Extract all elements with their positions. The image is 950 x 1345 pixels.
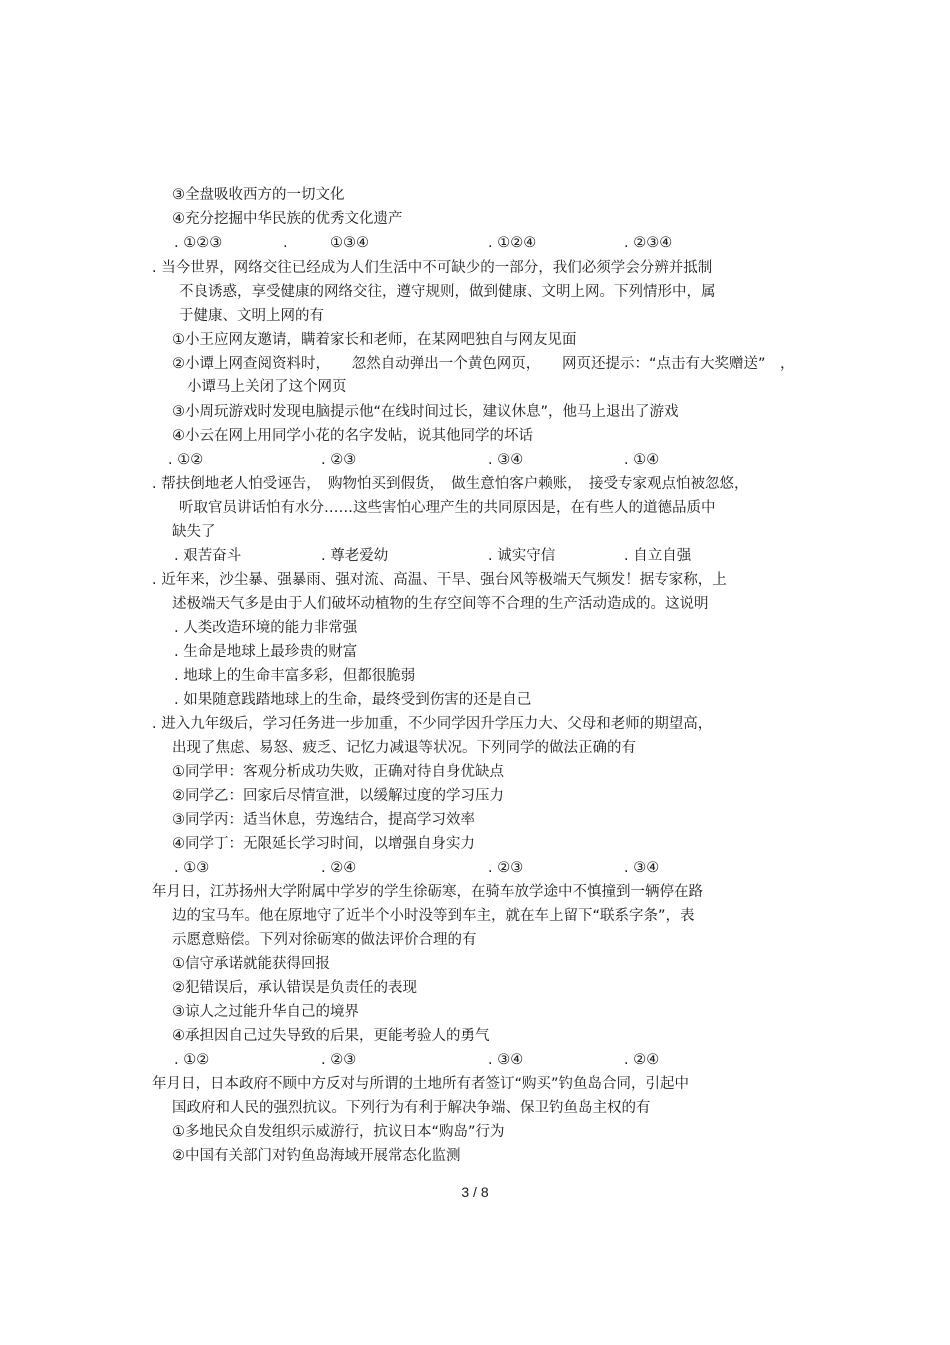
text-line: ①同学甲：客观分析成功失败，正确对待自身优缺点: [172, 764, 504, 780]
option-b: . 生命是地球上最珍贵的财富: [174, 644, 358, 660]
text-line: ①信守承诺就能获得回报: [172, 956, 330, 972]
text-line: 小谭马上关闭了这个网页: [187, 379, 347, 395]
page-number: 3 / 8: [461, 1184, 489, 1200]
text-line: ④同学丁：无限延长学习时间，以增强自身实力: [172, 836, 475, 852]
text-line: 缺失了: [172, 524, 216, 540]
question-stem: 年月日，日本政府不顾中方反对与所谓的土地所有者签订“购买”钓鱼岛合同，引起中: [152, 1076, 690, 1092]
question-stem: . 近年来，沙尘暴、强暴雨、强对流、高温、干旱、强台风等极端天气频发！据专家称，上: [152, 572, 727, 588]
option-b: . 尊老爱幼: [321, 548, 389, 564]
option-c: . ②③: [488, 860, 524, 876]
option-a: . 艰苦奋斗: [174, 548, 242, 564]
question-stem: 年月日，江苏扬州大学附属中学岁的学生徐砺寒，在骑车放学途中不慎撞到一辆停在路: [152, 884, 703, 900]
option-a: . ①②: [168, 452, 204, 468]
text-line: ③全盘吸收西方的一切文化: [172, 187, 345, 203]
text-line: 示愿意赔偿。下列对徐砺寒的做法评价合理的有: [172, 932, 477, 948]
text-line: ②同学乙：回家后尽情宣泄，以缓解过度的学习压力: [172, 788, 504, 804]
option-d: . ②④: [624, 1052, 660, 1068]
text-line: ②犯错误后，承认错误是负责任的表现: [172, 980, 417, 996]
option-d: . 自立自强: [624, 548, 692, 564]
option-c: . ①②④: [488, 235, 537, 251]
option-c: . ③④: [488, 1052, 524, 1068]
text-line: ①小王应网友邀请，瞒着家长和老师，在某网吧独自与网友见面: [172, 332, 577, 348]
option-a: . 人类改造环境的能力非常强: [174, 620, 358, 636]
text-line: ③谅人之过能升华自己的境界: [172, 1004, 359, 1020]
text-line: 国政府和人民的强烈抗议。下列行为有利于解决争端、保卫钓鱼岛主权的有: [172, 1100, 651, 1116]
text-line: ②小谭上网查阅资料时， 忽然自动弹出一个黄色网页， 网页还提示：“点击有大奖赠送” ，: [172, 356, 795, 372]
question-stem: . 帮扶倒地老人怕受诬告， 购物怕买到假货， 做生意怕客户赖账， 接受专家观点怕被忽悠，: [152, 476, 749, 492]
option-a: . ①②: [174, 1052, 210, 1068]
option-b: . ②③: [321, 1052, 357, 1068]
text-line: ④承担因自己过失导致的后果，更能考验人的勇气: [172, 1028, 490, 1044]
option-b: ①③④: [330, 235, 369, 251]
option-a: . ①③: [174, 860, 210, 876]
text-line: 于健康、文明上网的有: [179, 308, 324, 324]
text-line: ②中国有关部门对钓鱼岛海域开展常态化监测: [172, 1148, 461, 1164]
text-line: 述极端天气多是由于人们破坏动植物的生存空间等不合理的生产活动造成的。这说明: [172, 596, 709, 612]
option-d: . ②③④: [624, 235, 673, 251]
option-d: . ①④: [624, 452, 660, 468]
option-d: . 如果随意践踏地球上的生命，最终受到伤害的还是自己: [174, 692, 532, 708]
question-stem: . 进入九年级后，学习任务进一步加重，不少同学因升学压力大、父母和老师的期望高，: [152, 716, 713, 732]
text-line: ④小云在网上用同学小花的名字发帖，说其他同学的坏话: [172, 428, 533, 444]
option-b-marker: .: [283, 235, 288, 251]
option-b: . ②③: [321, 452, 357, 468]
text-line: 边的宝马车。他在原地守了近半个小时没等到车主，就在车上留下“联系字条”，表: [172, 908, 695, 924]
text-line: ③小周玩游戏时发现电脑提示他“在线时间过长，建议休息”，他马上退出了游戏: [172, 404, 679, 420]
text-line: 听取官员讲话怕有水分……这些害怕心理产生的共同原因是，在有些人的道德品质中: [179, 500, 716, 516]
text-line: ①多地民众自发组织示威游行，抗议日本“购岛”行为: [172, 1124, 505, 1140]
option-c: . ③④: [488, 452, 524, 468]
text-line: ③同学丙：适当休息，劳逸结合，提高学习效率: [172, 812, 475, 828]
option-c: . 地球上的生命丰富多彩，但都很脆弱: [174, 668, 416, 684]
text-line: 出现了焦虑、易怒、疲乏、记忆力减退等状况。下列同学的做法正确的有: [172, 740, 636, 756]
text-line: ④充分挖掘中华民族的优秀文化遗产: [172, 211, 403, 227]
option-b: . ②④: [321, 860, 357, 876]
option-a: . ①②③: [174, 235, 223, 251]
option-c: . 诚实守信: [488, 548, 556, 564]
question-stem: . 当今世界，网络交往已经成为人们生活中不可缺少的一部分，我们必须学会分辨并抵制: [152, 260, 713, 276]
text-line: 不良诱惑，享受健康的网络交往，遵守规则，做到健康、文明上网。下列情形中，属: [179, 284, 716, 300]
option-d: . ③④: [624, 860, 660, 876]
